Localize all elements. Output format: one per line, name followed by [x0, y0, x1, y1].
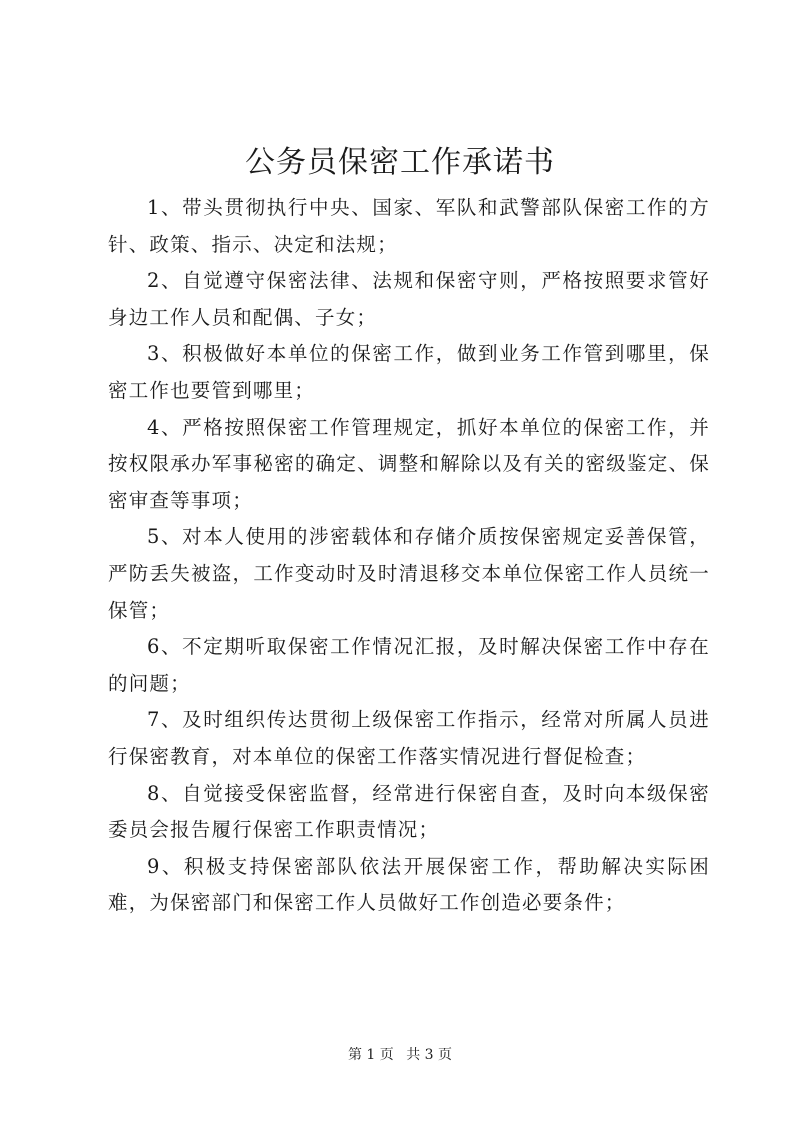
commitment-item-7: 7、及时组织传达贯彻上级保密工作指示，经常对所属人员进行保密教育，对本单位的保密工作落实情况进行督促检查；	[108, 708, 710, 768]
commitment-item-3: 3、积极做好本单位的保密工作，做到业务工作管到哪里，保密工作也要管到哪里；	[108, 342, 710, 402]
document-title: 公务员保密工作承诺书	[245, 145, 555, 180]
document-body	[108, 190, 710, 922]
commitment-item-2: 2、自觉遵守保密法律、法规和保密守则，严格按照要求管好身边工作人员和配偶、子女；	[108, 269, 710, 329]
commitment-item-1: 1、带头贯彻执行中央、国家、军队和武警部队保密工作的方针、政策、指示、决定和法规；	[108, 196, 710, 256]
page-footer	[0, 1045, 800, 1065]
commitment-item-6: 6、不定期听取保密工作情况汇报，及时解决保密工作中存在的问题；	[108, 635, 710, 695]
page-total: 共 3 页	[406, 1047, 453, 1063]
page-number: 第 1 页	[347, 1047, 394, 1063]
commitment-item-5: 5、对本人使用的涉密载体和存储介质按保密规定妥善保管，严防丢失被盗，工作变动时及时清退移交本单位保密工作人员统一保管；	[108, 525, 710, 622]
commitment-item-9: 9、积极支持保密部队依法开展保密工作，帮助解决实际困难，为保密部门和保密工作人员做好工作创造必要条件；	[108, 854, 710, 915]
commitment-item-8: 8、自觉接受保密监督，经常进行保密自查，及时向本级保密委员会报告履行保密工作职责情况；	[108, 781, 710, 842]
commitment-item-4: 4、严格按照保密工作管理规定，抓好本单位的保密工作，并按权限承办军事秘密的确定、调整和解除以及有关的密级鉴定、保密审查等事项；	[108, 415, 710, 512]
